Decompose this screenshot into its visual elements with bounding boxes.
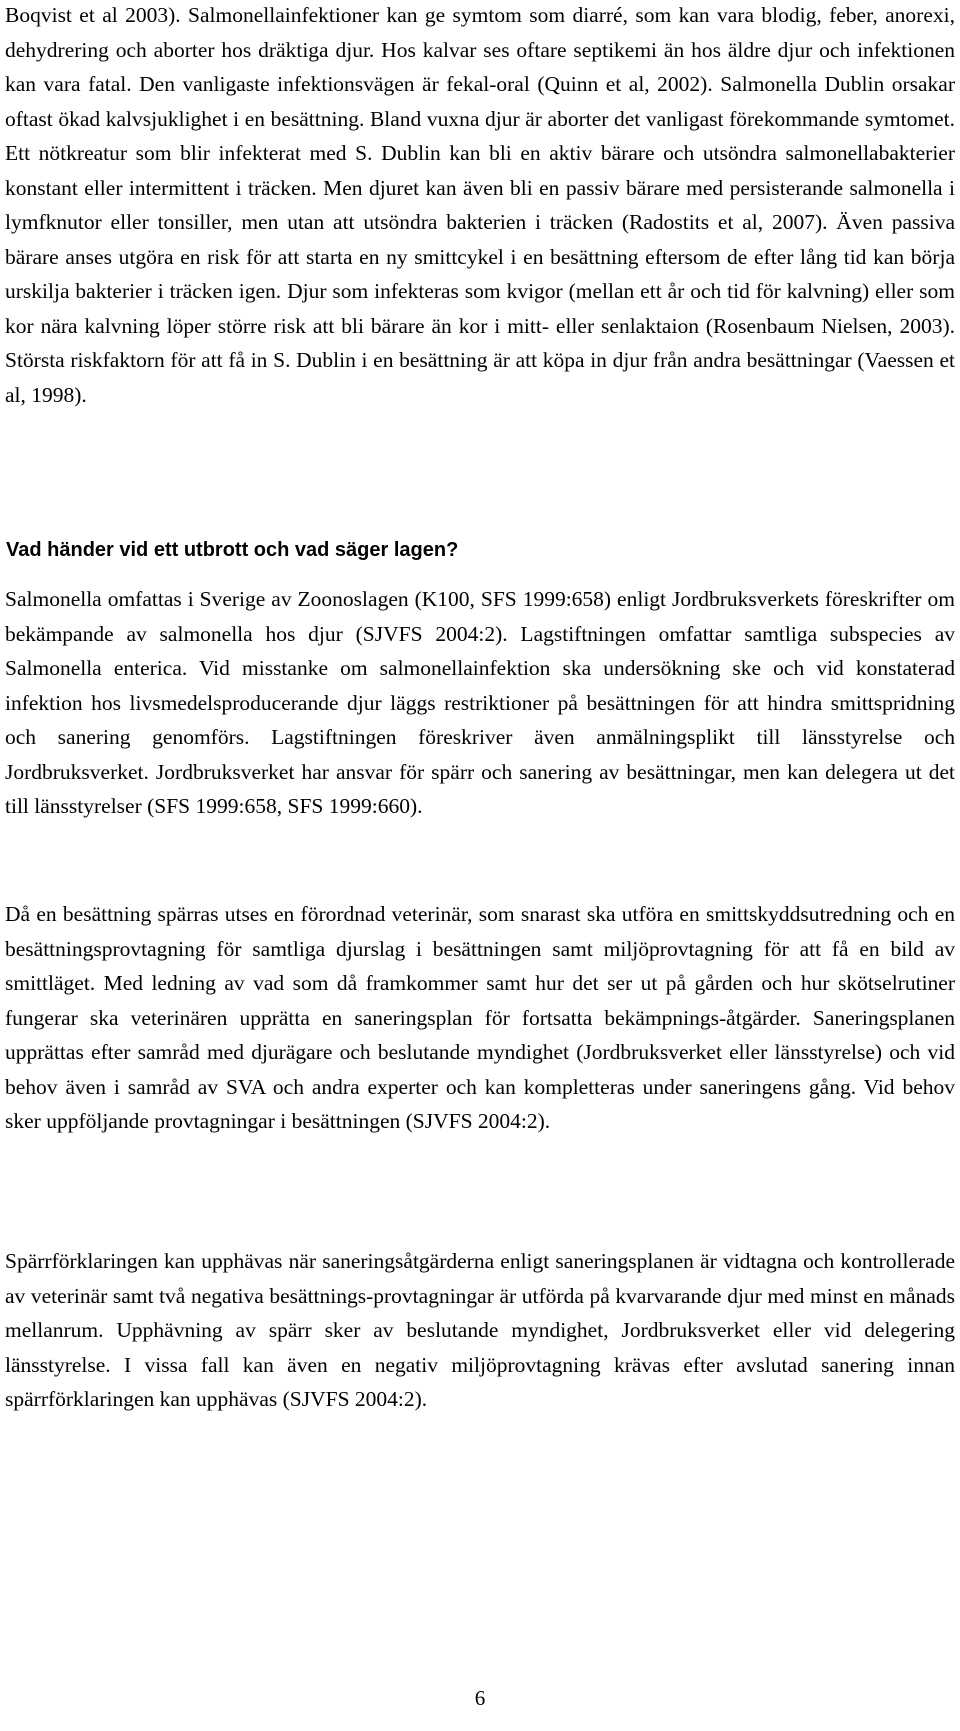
page-number: 6 (474, 1686, 486, 1710)
section-heading: Vad händer vid ett utbrott och vad säger lagen? (6, 539, 459, 561)
paragraph-salmonella-symptoms: Boqvist et al 2003). Salmonellainfektioner kan ge symtom som diarré, som kan vara blodig, feber, anorexi, dehydrering och aborter hos dräktiga djur. Hos kalvar ses oftare septikemi än hos äldre djur och infektionen kan vara fatal. Den vanligaste infektionsvägen är fekal-oral (Quinn et al, 2002). Salmonella Dublin orsakar oftast ökad kalvsjuklighet i en besättning. Bland vuxna djur är aborter det vanligast förekommande symtomet. Ett nötkreatur som blir infekterat med S. Dublin kan bli en aktiv bärare och utsöndra salmonellabakterier konstant eller intermittent i träcken. Men djuret kan även bli en passiv bärare med persisterande salmonella i lymfknutor eller tonsiller, men utan att utsöndra bakterien i träcken (Radostits et al, 2007). Även passiva bärare anses utgöra en risk för att starta en ny smittcykel i en besättning eftersom de efter lång tid kan börja urskilja bakterier i träcken igen. Djur som infekteras som kvigor (mellan ett år och tid för kalvning) eller som kor nära kalvning löper större risk att bli bärare än kor i mitt- eller senlaktaion (Rosenbaum Nielsen, 2003). Största riskfaktorn för att få in S. Dublin i en besättning är att köpa in djur från andra besättningar (Vaessen et al, 1998). (5, 3, 955, 407)
paragraph-lifting-restriction: Spärrförklaringen kan upphävas när saneringsåtgärderna enligt saneringsplanen är vidtagna och kontrollerade av veterinär samt två negativa besättnings-provtagningar är utförda på kvarvarande djur med minst en månads mellanrum. Upphävning av spärr sker av beslutande myndighet, Jordbruksverket eller vid delegering länsstyrelse. I vissa fall kan även en negativ miljöprovtagning krävas efter avslutad sanering innan spärrförklaringen kan upphävas (SJVFS 2004:2). (5, 1249, 955, 1411)
paragraph-herd-restriction: Då en besättning spärras utses en förordnad veterinär, som snarast ska utföra en smittskyddsutredning och en besättningsprovtagning för samtliga djurslag i besättningen samt miljöprovtagning för att få en bild av smittläget. Med ledning av vad som då framkommer samt hur det ser ut på gården och hur skötselrutiner fungerar ska veterinären upprätta en saneringsplan för fortsatta bekämpnings-åtgärder. Saneringsplanen upprättas efter samråd med djurägare och beslutande myndighet (Jordbruksverket eller länsstyrelse) och vid behov även i samråd av SVA och andra experter och kan kompletteras under saneringens gång. Vid behov sker uppföljande provtagningar i besättningen (SJVFS 2004:2). (5, 902, 955, 1133)
paragraph-legislation: Salmonella omfattas i Sverige av Zoonoslagen (K100, SFS 1999:658) enligt Jordbruksverkets föreskrifter om bekämpande av salmonella hos djur (SJVFS 2004:2). Lagstiftningen omfattar samtliga subspecies av Salmonella enterica. Vid misstanke om salmonellainfektion ska undersökning ske och vid konstaterad infektion hos livsmedelsproducerande djur läggs restriktioner på besättningen för att hindra smittspridning och sanering genomförs. Lagstiftningen föreskriver även anmälningsplikt till länsstyrelse och Jordbruksverket. Jordbruksverket har ansvar för spärr och sanering av besättningar, men kan delegera ut det till länsstyrelser (SFS 1999:658, SFS 1999:660). (5, 587, 955, 818)
